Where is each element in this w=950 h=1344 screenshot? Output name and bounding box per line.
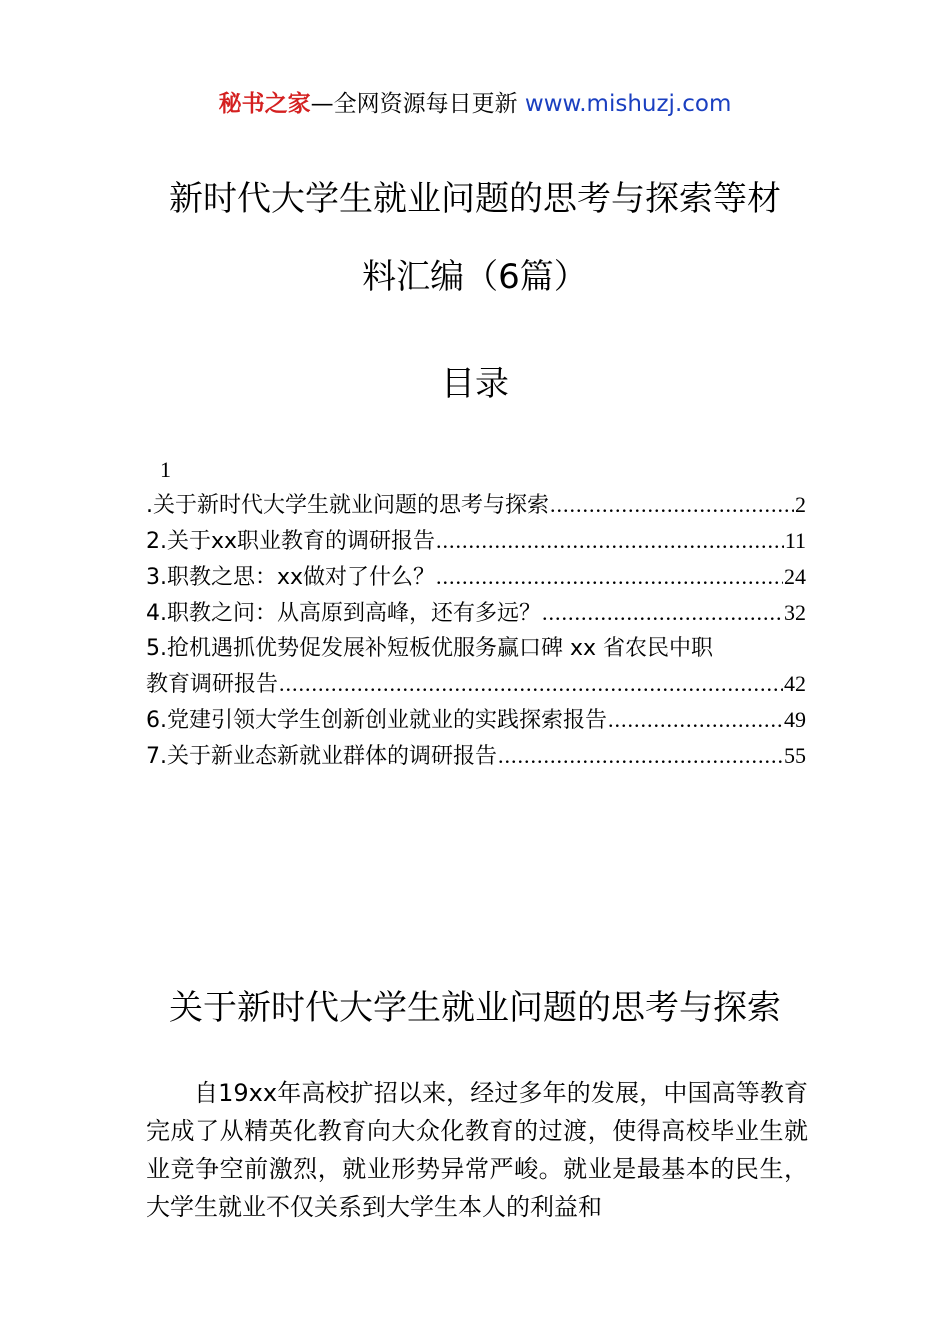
toc-entry-5[interactable] [146, 631, 806, 702]
toc-entry-label: .关于新时代大学生就业问题的思考与探索 [146, 493, 549, 518]
toc-entry-1[interactable] [146, 487, 806, 523]
site-tagline: —全网资源每日更新 [310, 91, 518, 117]
toc-entry-page: 55 [784, 743, 806, 768]
toc-dot-leader [542, 595, 783, 630]
body-paragraph: 自19xx年高校扩招以来，经过多年的发展，中国高等教育完成了从精英化教育向大众化教育的过渡，使得高校毕业生就业竞争空前激烈，就业形势异常严峻。就业是最基本的民生，大学生就业不仅关系到大学生本人的利益和 [146, 1079, 808, 1221]
toc-first-number: 1 [160, 457, 171, 482]
site-header [0, 88, 950, 120]
toc-entry-page: 24 [784, 564, 806, 589]
toc-entry-page: 42 [784, 671, 806, 696]
toc-entry-page: 49 [784, 707, 806, 732]
toc-dot-leader [550, 487, 794, 522]
toc-entry-label: 2.关于xx职业教育的调研报告 [146, 529, 436, 554]
toc-entry-page: 2 [795, 492, 806, 517]
toc-entry-2[interactable] [146, 523, 806, 559]
toc-entry-label: 7.关于新业态新就业群体的调研报告 [146, 744, 497, 769]
toc-heading: 目录 [441, 364, 509, 404]
toc-entry-label: 3.职教之思：xx做对了什么？ [146, 565, 436, 590]
section-title: 关于新时代大学生就业问题的思考与探索 [169, 988, 781, 1028]
document-title [100, 160, 850, 316]
toc-dot-leader [436, 523, 784, 558]
toc-dot-leader [608, 702, 783, 737]
toc-entry-label-line-1: 5.抢机遇抓优势促发展补短板优服务赢口碑 xx 省农民中职 [146, 636, 714, 661]
toc-dot-leader [279, 666, 783, 701]
document-title-line-1: 新时代大学生就业问题的思考与探索等材 [169, 179, 781, 219]
site-url-link[interactable]: www.mishuzj.com [524, 91, 732, 117]
document-title-line-2: 料汇编（6篇） [362, 257, 588, 297]
toc-entry-label: 4.职教之问：从高原到高峰，还有多远？ [146, 601, 541, 626]
toc-entry-page: 11 [784, 528, 806, 553]
toc-entry-6[interactable] [146, 702, 806, 738]
toc-dot-leader [498, 738, 783, 773]
toc-entry-page: 32 [784, 600, 806, 625]
brand-name: 秘书之家 [218, 91, 311, 117]
toc-dot-leader [436, 559, 783, 594]
toc-entry-7[interactable] [146, 738, 806, 774]
toc-entry-label: 6.党建引领大学生创新创业就业的实践探索报告 [146, 708, 607, 733]
toc-entry-4[interactable] [146, 595, 806, 631]
toc-entry-3[interactable] [146, 559, 806, 595]
toc-entry-label: 教育调研报告 [146, 672, 279, 697]
table-of-contents [146, 452, 806, 774]
